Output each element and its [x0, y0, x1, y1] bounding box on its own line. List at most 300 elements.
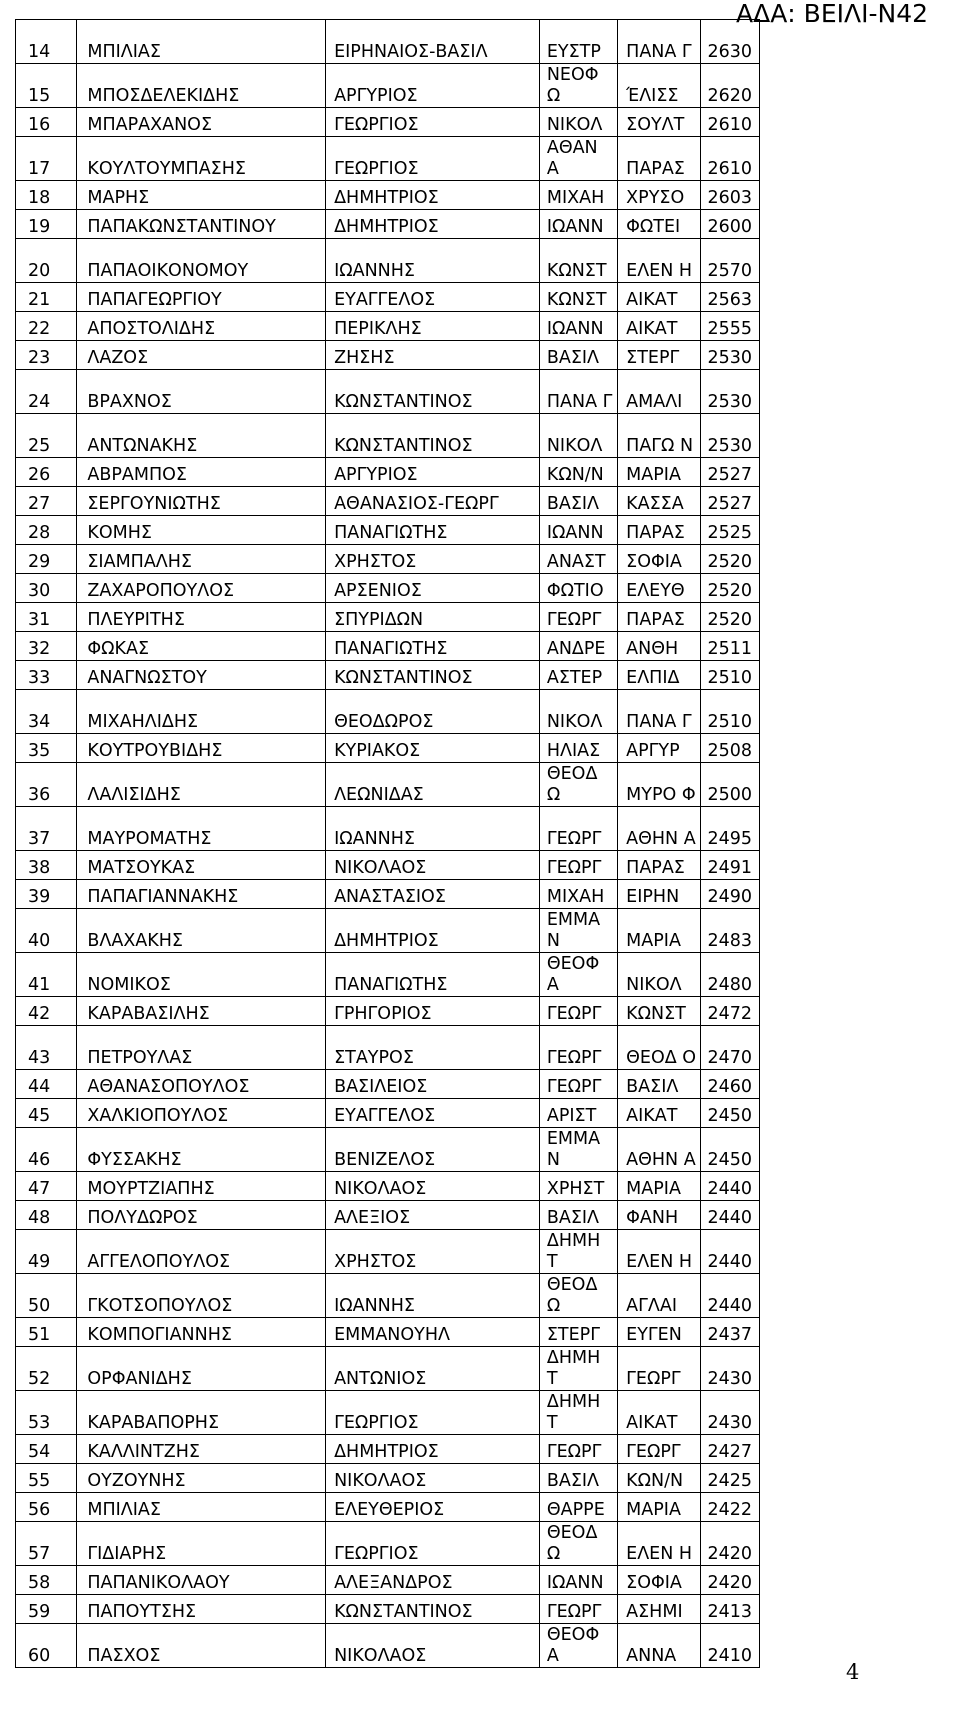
mother-name-cell: ΣΟΦΙΑ: [618, 1566, 701, 1595]
table-row: [16, 1435, 760, 1464]
table-row: [16, 283, 760, 312]
first-name-cell: ΝΙΚΟΛΑΟΣ: [326, 1172, 540, 1201]
father-name-cell: ΒΑΣΙΛ: [539, 1201, 617, 1230]
father-name-cell: ΑΘΑΝ Α: [539, 137, 617, 181]
row-number: 35: [16, 734, 77, 763]
table-row: [16, 1493, 760, 1522]
surname-cell: ΖΑΧΑΡΟΠΟΥΛΟΣ: [77, 574, 326, 603]
row-number: 37: [16, 807, 77, 851]
surname-cell: ΟΥΖΟΥΝΗΣ: [77, 1464, 326, 1493]
father-name-cell: ΒΑΣΙΛ: [539, 341, 617, 370]
mother-name-cell: ΦΑΝΗ: [618, 1201, 701, 1230]
score-cell: 2422: [700, 1493, 759, 1522]
first-name-cell: ΑΘΑΝΑΣΙΟΣ-ΓΕΩΡΓ: [326, 487, 540, 516]
first-name-cell: ΔΗΜΗΤΡΙΟΣ: [326, 1435, 540, 1464]
first-name-cell: ΑΝΑΣΤΑΣΙΟΣ: [326, 880, 540, 909]
first-name-cell: ΙΩΑΝΝΗΣ: [326, 1274, 540, 1318]
father-name-cell: ΘΕΟΦ Α: [539, 953, 617, 997]
table-row: [16, 20, 760, 64]
father-name-cell: ΕΜΜΑ Ν: [539, 1128, 617, 1172]
table-row: [16, 312, 760, 341]
row-number: 34: [16, 690, 77, 734]
table-row: [16, 1099, 760, 1128]
surname-cell: ΠΑΠΑΟΙΚΟΝΟΜΟΥ: [77, 239, 326, 283]
surname-cell: ΚΟΥΛΤΟΥΜΠΑΣΗΣ: [77, 137, 326, 181]
table-row: [16, 1026, 760, 1070]
row-number: 33: [16, 661, 77, 690]
first-name-cell: ΚΩΝΣΤΑΝΤΙΝΟΣ: [326, 370, 540, 414]
father-name-cell: ΓΕΩΡΓ: [539, 603, 617, 632]
first-name-cell: ΧΡΗΣΤΟΣ: [326, 545, 540, 574]
surname-cell: ΜΑΡΗΣ: [77, 181, 326, 210]
father-name-cell: ΙΩΑΝΝ: [539, 1566, 617, 1595]
surname-cell: ΚΟΥΤΡΟΥΒΙΔΗΣ: [77, 734, 326, 763]
father-name-cell: ΠΑΝΑ Γ: [539, 370, 617, 414]
father-name-cell: ΙΩΑΝΝ: [539, 312, 617, 341]
father-name-cell: ΑΝΔΡΕ: [539, 632, 617, 661]
score-cell: 2425: [700, 1464, 759, 1493]
row-number: 56: [16, 1493, 77, 1522]
surname-cell: ΚΑΡΑΒΑΣΙΛΗΣ: [77, 997, 326, 1026]
row-number: 17: [16, 137, 77, 181]
first-name-cell: ΓΕΩΡΓΙΟΣ: [326, 137, 540, 181]
row-number: 29: [16, 545, 77, 574]
row-number: 38: [16, 851, 77, 880]
score-cell: 2450: [700, 1128, 759, 1172]
surname-cell: ΠΑΠΟΥΤΣΗΣ: [77, 1595, 326, 1624]
father-name-cell: ΜΙΧΑΗ: [539, 880, 617, 909]
score-cell: 2527: [700, 487, 759, 516]
mother-name-cell: ΠΑΓΩ Ν: [618, 414, 701, 458]
table-row: [16, 1522, 760, 1566]
surname-cell: ΑΝΤΩΝΑΚΗΣ: [77, 414, 326, 458]
surname-cell: ΠΑΠΑΚΩΝΣΤΑΝΤΙΝΟΥ: [77, 210, 326, 239]
first-name-cell: ΚΩΝΣΤΑΝΤΙΝΟΣ: [326, 661, 540, 690]
row-number: 43: [16, 1026, 77, 1070]
father-name-cell: ΘΕΟΔ Ω: [539, 1274, 617, 1318]
surname-cell: ΓΙΔΙΑΡΗΣ: [77, 1522, 326, 1566]
mother-name-cell: ΠΑΡΑΣ: [618, 137, 701, 181]
surname-cell: ΧΑΛΚΙΟΠΟΥΛΟΣ: [77, 1099, 326, 1128]
score-cell: 2440: [700, 1201, 759, 1230]
table-row: [16, 807, 760, 851]
mother-name-cell: ΠΑΡΑΣ: [618, 603, 701, 632]
row-number: 27: [16, 487, 77, 516]
table-row: [16, 487, 760, 516]
row-number: 58: [16, 1566, 77, 1595]
row-number: 39: [16, 880, 77, 909]
first-name-cell: ΒΑΣΙΛΕΙΟΣ: [326, 1070, 540, 1099]
first-name-cell: ΔΗΜΗΤΡΙΟΣ: [326, 210, 540, 239]
row-number: 55: [16, 1464, 77, 1493]
table-row: [16, 458, 760, 487]
mother-name-cell: ΜΑΡΙΑ: [618, 909, 701, 953]
father-name-cell: ΓΕΩΡΓ: [539, 807, 617, 851]
father-name-cell: ΕΜΜΑ Ν: [539, 909, 617, 953]
score-cell: 2620: [700, 64, 759, 108]
first-name-cell: ΣΤΑΥΡΟΣ: [326, 1026, 540, 1070]
first-name-cell: ΛΕΩΝΙΔΑΣ: [326, 763, 540, 807]
father-name-cell: ΣΤΕΡΓ: [539, 1318, 617, 1347]
row-number: 57: [16, 1522, 77, 1566]
mother-name-cell: ΑΓΛΑΙ: [618, 1274, 701, 1318]
table-row: [16, 210, 760, 239]
first-name-cell: ΒΕΝΙΖΕΛΟΣ: [326, 1128, 540, 1172]
row-number: 45: [16, 1099, 77, 1128]
table-row: [16, 763, 760, 807]
score-cell: 2440: [700, 1172, 759, 1201]
row-number: 21: [16, 283, 77, 312]
father-name-cell: ΘΕΟΦ Α: [539, 1624, 617, 1668]
table-row: [16, 1318, 760, 1347]
first-name-cell: ΚΩΝΣΤΑΝΤΙΝΟΣ: [326, 414, 540, 458]
table-row: [16, 545, 760, 574]
first-name-cell: ΑΡΓΥΡΙΟΣ: [326, 458, 540, 487]
mother-name-cell: ΓΕΩΡΓ: [618, 1347, 701, 1391]
row-number: 32: [16, 632, 77, 661]
score-cell: 2413: [700, 1595, 759, 1624]
surname-cell: ΒΡΑΧΝΟΣ: [77, 370, 326, 414]
score-cell: 2420: [700, 1566, 759, 1595]
first-name-cell: ΝΙΚΟΛΑΟΣ: [326, 851, 540, 880]
first-name-cell: ΑΝΤΩΝΙΟΣ: [326, 1347, 540, 1391]
score-cell: 2511: [700, 632, 759, 661]
score-cell: 2570: [700, 239, 759, 283]
surname-cell: ΚΑΡΑΒΑΠΟΡΗΣ: [77, 1391, 326, 1435]
mother-name-cell: ΑΙΚΑΤ: [618, 1391, 701, 1435]
mother-name-cell: ΜΑΡΙΑ: [618, 1493, 701, 1522]
score-cell: 2430: [700, 1347, 759, 1391]
surname-cell: ΣΙΑΜΠΑΛΗΣ: [77, 545, 326, 574]
surname-cell: ΜΙΧΑΗΛΙΔΗΣ: [77, 690, 326, 734]
table-row: [16, 64, 760, 108]
father-name-cell: ΚΩΝ/Ν: [539, 458, 617, 487]
score-cell: 2440: [700, 1274, 759, 1318]
father-name-cell: ΓΕΩΡΓ: [539, 1026, 617, 1070]
row-number: 49: [16, 1230, 77, 1274]
surname-cell: ΜΑΤΣΟΥΚΑΣ: [77, 851, 326, 880]
surname-cell: ΚΟΜΗΣ: [77, 516, 326, 545]
first-name-cell: ΙΩΑΝΝΗΣ: [326, 239, 540, 283]
score-cell: 2430: [700, 1391, 759, 1435]
mother-name-cell: ΕΙΡΗΝ: [618, 880, 701, 909]
mother-name-cell: ΑΜΑΛΙ: [618, 370, 701, 414]
score-cell: 2600: [700, 210, 759, 239]
father-name-cell: ΑΣΤΕΡ: [539, 661, 617, 690]
ada-watermark: ΑΔΑ: ΒΕΙΛΙ-Ν42: [736, 0, 929, 28]
father-name-cell: ΝΙΚΟΛ: [539, 690, 617, 734]
row-number: 22: [16, 312, 77, 341]
first-name-cell: ΕΥΑΓΓΕΛΟΣ: [326, 283, 540, 312]
table-row: [16, 661, 760, 690]
surname-cell: ΜΟΥΡΤΖΙΑΠΗΣ: [77, 1172, 326, 1201]
score-cell: 2603: [700, 181, 759, 210]
mother-name-cell: ΠΑΡΑΣ: [618, 516, 701, 545]
table-row: [16, 574, 760, 603]
surname-cell: ΟΡΦΑΝΙΔΗΣ: [77, 1347, 326, 1391]
score-cell: 2555: [700, 312, 759, 341]
first-name-cell: ΕΙΡΗΝΑΙΟΣ-ΒΑΣΙΛ: [326, 20, 540, 64]
score-cell: 2480: [700, 953, 759, 997]
first-name-cell: ΑΡΓΥΡΙΟΣ: [326, 64, 540, 108]
father-name-cell: ΘΑΡΡΕ: [539, 1493, 617, 1522]
surname-cell: ΠΑΣΧΟΣ: [77, 1624, 326, 1668]
score-cell: 2525: [700, 516, 759, 545]
first-name-cell: ΠΑΝΑΓΙΩΤΗΣ: [326, 632, 540, 661]
surname-cell: ΒΛΑΧΑΚΗΣ: [77, 909, 326, 953]
surname-cell: ΠΟΛΥΔΩΡΟΣ: [77, 1201, 326, 1230]
row-number: 16: [16, 108, 77, 137]
first-name-cell: ΕΥΑΓΓΕΛΟΣ: [326, 1099, 540, 1128]
mother-name-cell: ΜΥΡΟ Φ: [618, 763, 701, 807]
mother-name-cell: ΕΛΕΝ Η: [618, 1522, 701, 1566]
father-name-cell: ΗΛΙΑΣ: [539, 734, 617, 763]
first-name-cell: ΕΜΜΑΝΟΥΗΛ: [326, 1318, 540, 1347]
father-name-cell: ΔΗΜΗ Τ: [539, 1347, 617, 1391]
score-cell: 2610: [700, 137, 759, 181]
table-row: [16, 1464, 760, 1493]
score-cell: 2530: [700, 341, 759, 370]
father-name-cell: ΓΕΩΡΓ: [539, 1070, 617, 1099]
surname-cell: ΚΟΜΠΟΓΙΑΝΝΗΣ: [77, 1318, 326, 1347]
ranking-table: [15, 19, 760, 1668]
table-row: [16, 1595, 760, 1624]
mother-name-cell: ΣΤΕΡΓ: [618, 341, 701, 370]
surname-cell: ΦΩΚΑΣ: [77, 632, 326, 661]
father-name-cell: ΓΕΩΡΓ: [539, 1595, 617, 1624]
first-name-cell: ΠΑΝΑΓΙΩΤΗΣ: [326, 953, 540, 997]
score-cell: 2510: [700, 661, 759, 690]
first-name-cell: ΓΕΩΡΓΙΟΣ: [326, 108, 540, 137]
score-cell: 2630: [700, 20, 759, 64]
father-name-cell: ΝΕΟΦ Ω: [539, 64, 617, 108]
mother-name-cell: ΚΑΣΣΑ: [618, 487, 701, 516]
table-row: [16, 851, 760, 880]
score-cell: 2420: [700, 1522, 759, 1566]
row-number: 15: [16, 64, 77, 108]
score-cell: 2610: [700, 108, 759, 137]
surname-cell: ΑΘΑΝΑΣΟΠΟΥΛΟΣ: [77, 1070, 326, 1099]
mother-name-cell: ΚΩΝΣΤ: [618, 997, 701, 1026]
row-number: 28: [16, 516, 77, 545]
score-cell: 2470: [700, 1026, 759, 1070]
row-number: 52: [16, 1347, 77, 1391]
surname-cell: ΛΑΛΙΣΙΔΗΣ: [77, 763, 326, 807]
row-number: 47: [16, 1172, 77, 1201]
table-row: [16, 997, 760, 1026]
mother-name-cell: ΠΑΝΑ Γ: [618, 690, 701, 734]
table-row: [16, 603, 760, 632]
mother-name-cell: ΑΙΚΑΤ: [618, 312, 701, 341]
score-cell: 2410: [700, 1624, 759, 1668]
mother-name-cell: ΕΥΓΕΝ: [618, 1318, 701, 1347]
surname-cell: ΓΚΟΤΣΟΠΟΥΛΟΣ: [77, 1274, 326, 1318]
surname-cell: ΑΝΑΓΝΩΣΤΟΥ: [77, 661, 326, 690]
first-name-cell: ΓΕΩΡΓΙΟΣ: [326, 1391, 540, 1435]
row-number: 51: [16, 1318, 77, 1347]
surname-cell: ΑΒΡΑΜΠΟΣ: [77, 458, 326, 487]
father-name-cell: ΒΑΣΙΛ: [539, 1464, 617, 1493]
first-name-cell: ΙΩΑΝΝΗΣ: [326, 807, 540, 851]
mother-name-cell: ΜΑΡΙΑ: [618, 1172, 701, 1201]
surname-cell: ΦΥΣΣΑΚΗΣ: [77, 1128, 326, 1172]
father-name-cell: ΘΕΟΔ Ω: [539, 763, 617, 807]
father-name-cell: ΙΩΑΝΝ: [539, 516, 617, 545]
father-name-cell: ΦΩΤΙΟ: [539, 574, 617, 603]
table-row: [16, 516, 760, 545]
table-row: [16, 1201, 760, 1230]
first-name-cell: ΠΑΝΑΓΙΩΤΗΣ: [326, 516, 540, 545]
mother-name-cell: ΦΩΤΕΙ: [618, 210, 701, 239]
score-cell: 2472: [700, 997, 759, 1026]
mother-name-cell: ΠΑΡΑΣ: [618, 851, 701, 880]
table-row: [16, 1624, 760, 1668]
table-row: [16, 690, 760, 734]
score-cell: 2460: [700, 1070, 759, 1099]
mother-name-cell: ΑΘΗΝ Α: [618, 1128, 701, 1172]
row-number: 31: [16, 603, 77, 632]
row-number: 44: [16, 1070, 77, 1099]
mother-name-cell: ΘΕΟΔ Ο: [618, 1026, 701, 1070]
mother-name-cell: ΣΟΦΙΑ: [618, 545, 701, 574]
mother-name-cell: ΣΟΥΛΤ: [618, 108, 701, 137]
row-number: 48: [16, 1201, 77, 1230]
score-cell: 2530: [700, 370, 759, 414]
row-number: 50: [16, 1274, 77, 1318]
first-name-cell: ΚΩΝΣΤΑΝΤΙΝΟΣ: [326, 1595, 540, 1624]
father-name-cell: ΒΑΣΙΛ: [539, 487, 617, 516]
score-cell: 2530: [700, 414, 759, 458]
father-name-cell: ΙΩΑΝΝ: [539, 210, 617, 239]
row-number: 30: [16, 574, 77, 603]
ranking-table-body: [16, 20, 760, 1668]
table-row: [16, 734, 760, 763]
mother-name-cell: ΓΕΩΡΓ: [618, 1435, 701, 1464]
table-row: [16, 953, 760, 997]
table-row: [16, 880, 760, 909]
score-cell: 2520: [700, 603, 759, 632]
mother-name-cell: ΜΑΡΙΑ: [618, 458, 701, 487]
table-row: [16, 909, 760, 953]
score-cell: 2450: [700, 1099, 759, 1128]
score-cell: 2520: [700, 545, 759, 574]
mother-name-cell: ΕΛΕΝ Η: [618, 1230, 701, 1274]
score-cell: 2563: [700, 283, 759, 312]
father-name-cell: ΜΙΧΑΗ: [539, 181, 617, 210]
father-name-cell: ΑΡΙΣΤ: [539, 1099, 617, 1128]
first-name-cell: ΔΗΜΗΤΡΙΟΣ: [326, 181, 540, 210]
score-cell: 2440: [700, 1230, 759, 1274]
father-name-cell: ΚΩΝΣΤ: [539, 283, 617, 312]
row-number: 14: [16, 20, 77, 64]
score-cell: 2483: [700, 909, 759, 953]
first-name-cell: ΑΛΕΞΙΟΣ: [326, 1201, 540, 1230]
mother-name-cell: ΑΣΗΜΙ: [618, 1595, 701, 1624]
mother-name-cell: ΑΙΚΑΤ: [618, 1099, 701, 1128]
first-name-cell: ΠΕΡΙΚΛΗΣ: [326, 312, 540, 341]
table-row: [16, 341, 760, 370]
first-name-cell: ΓΕΩΡΓΙΟΣ: [326, 1522, 540, 1566]
table-row: [16, 239, 760, 283]
father-name-cell: ΝΙΚΟΛ: [539, 108, 617, 137]
table-row: [16, 137, 760, 181]
row-number: 19: [16, 210, 77, 239]
first-name-cell: ΑΡΣΕΝΙΟΣ: [326, 574, 540, 603]
row-number: 36: [16, 763, 77, 807]
first-name-cell: ΔΗΜΗΤΡΙΟΣ: [326, 909, 540, 953]
score-cell: 2427: [700, 1435, 759, 1464]
mother-name-cell: ΑΘΗΝ Α: [618, 807, 701, 851]
mother-name-cell: ΠΑΝΑ Γ: [618, 20, 701, 64]
surname-cell: ΑΠΟΣΤΟΛΙΔΗΣ: [77, 312, 326, 341]
score-cell: 2490: [700, 880, 759, 909]
mother-name-cell: ΕΛΠΙΔ: [618, 661, 701, 690]
first-name-cell: ΧΡΗΣΤΟΣ: [326, 1230, 540, 1274]
mother-name-cell: ΑΡΓΥΡ: [618, 734, 701, 763]
row-number: 18: [16, 181, 77, 210]
table-row: [16, 1070, 760, 1099]
father-name-cell: ΔΗΜΗ Τ: [539, 1391, 617, 1435]
row-number: 53: [16, 1391, 77, 1435]
surname-cell: ΠΑΠΑΝΙΚΟΛΑΟΥ: [77, 1566, 326, 1595]
table-row: [16, 1274, 760, 1318]
score-cell: 2500: [700, 763, 759, 807]
father-name-cell: ΝΙΚΟΛ: [539, 414, 617, 458]
mother-name-cell: ΒΑΣΙΛ: [618, 1070, 701, 1099]
father-name-cell: ΔΗΜΗ Τ: [539, 1230, 617, 1274]
score-cell: 2527: [700, 458, 759, 487]
mother-name-cell: ΈΛΙΣΣ: [618, 64, 701, 108]
score-cell: 2508: [700, 734, 759, 763]
row-number: 59: [16, 1595, 77, 1624]
father-name-cell: ΧΡΗΣΤ: [539, 1172, 617, 1201]
father-name-cell: ΚΩΝΣΤ: [539, 239, 617, 283]
row-number: 60: [16, 1624, 77, 1668]
surname-cell: ΠΑΠΑΓΕΩΡΓΙΟΥ: [77, 283, 326, 312]
surname-cell: ΜΠΑΡΑΧΑΝΟΣ: [77, 108, 326, 137]
father-name-cell: ΓΕΩΡΓ: [539, 997, 617, 1026]
row-number: 54: [16, 1435, 77, 1464]
first-name-cell: ΓΡΗΓΟΡΙΟΣ: [326, 997, 540, 1026]
first-name-cell: ΑΛΕΞΑΝΔΡΟΣ: [326, 1566, 540, 1595]
table-row: [16, 1347, 760, 1391]
table-row: [16, 1128, 760, 1172]
first-name-cell: ΘΕΟΔΩΡΟΣ: [326, 690, 540, 734]
first-name-cell: ΖΗΣΗΣ: [326, 341, 540, 370]
first-name-cell: ΝΙΚΟΛΑΟΣ: [326, 1464, 540, 1493]
surname-cell: ΚΑΛΛΙΝΤΖΗΣ: [77, 1435, 326, 1464]
row-number: 20: [16, 239, 77, 283]
page-number: 4: [846, 1660, 860, 1684]
row-number: 41: [16, 953, 77, 997]
father-name-cell: ΓΕΩΡΓ: [539, 851, 617, 880]
first-name-cell: ΕΛΕΥΘΕΡΙΟΣ: [326, 1493, 540, 1522]
father-name-cell: ΓΕΩΡΓ: [539, 1435, 617, 1464]
row-number: 42: [16, 997, 77, 1026]
mother-name-cell: ΑΝΝΑ: [618, 1624, 701, 1668]
father-name-cell: ΑΝΑΣΤ: [539, 545, 617, 574]
score-cell: 2491: [700, 851, 759, 880]
surname-cell: ΜΑΥΡΟΜΑΤΗΣ: [77, 807, 326, 851]
first-name-cell: ΝΙΚΟΛΑΟΣ: [326, 1624, 540, 1668]
surname-cell: ΠΑΠΑΓΙΑΝΝΑΚΗΣ: [77, 880, 326, 909]
surname-cell: ΜΠΟΣΔΕΛΕΚΙΔΗΣ: [77, 64, 326, 108]
score-cell: 2510: [700, 690, 759, 734]
table-row: [16, 370, 760, 414]
surname-cell: ΑΓΓΕΛΟΠΟΥΛΟΣ: [77, 1230, 326, 1274]
table-row: [16, 181, 760, 210]
row-number: 23: [16, 341, 77, 370]
